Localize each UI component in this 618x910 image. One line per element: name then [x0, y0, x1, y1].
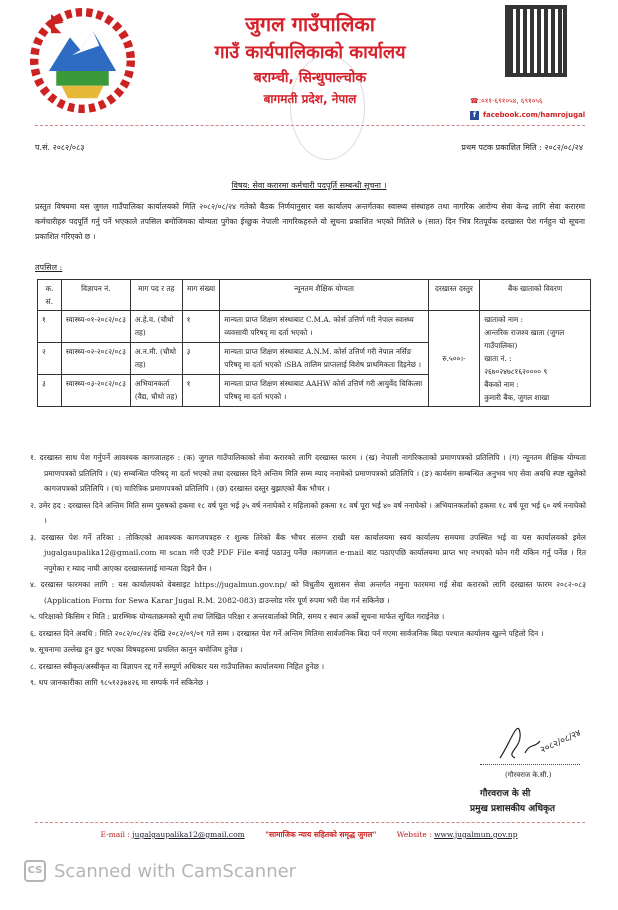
col-header-bank: बैंक खाताको विवरण	[480, 280, 591, 311]
stamp-name: गौरवराज के सी	[480, 789, 531, 799]
header-divider	[35, 125, 585, 126]
slogan: "सामाजिक न्याय सहितको समृद्ध जुगल"	[265, 830, 377, 839]
facebook-url[interactable]: facebook.com/hamrojugal	[483, 111, 586, 119]
camscanner-watermark	[24, 860, 296, 882]
cell-count: ३	[182, 343, 220, 375]
camscanner-text: Scanned with CamScanner	[54, 860, 297, 882]
notice-subject: विषय: सेवा करारमा कर्मचारी पदपूर्ति सम्बन्धी सूचना ।	[231, 181, 387, 190]
office-name: गाउँ कार्यपालिकाको कार्यालय	[214, 42, 406, 63]
office-province: बागमती प्रदेश, नेपाल	[263, 92, 357, 106]
note-item: २. उमेर हद : दरखास्त दिने अन्तिम मिति सम्म पुरुषको हकमा १८ वर्ष पूरा भई ३५ वर्ष ननाघेको र महिलाको हकमा १८ वर्ष पूरा भई ४० वर्ष ननाघेको । अभियानकर्ताको हकमा १८ वर्ष पूरा भई ६० वर्ष ननाघेको ।	[30, 500, 586, 525]
cell-sn: ३	[38, 375, 62, 407]
cell-fee: रु.५००।-	[428, 311, 479, 407]
bank-acc-no-label: खाता नं. :	[484, 354, 512, 363]
col-header-sn: क. सं.	[38, 280, 62, 311]
phone-number: ☎:०११-६९१०५४, ६९१०५६	[470, 97, 543, 105]
note-item: ८. दरखास्त स्वीकृत/अस्वीकृत वा विज्ञापन रद्द गर्ने सम्पूर्ण अधिकार यस गाउँपालिका कार्यालयमा निहित हुनेछ ।	[30, 661, 325, 671]
municipality-name: जुगल गाउँपालिका	[245, 12, 375, 36]
note-item: ५. परिक्षाको किसिम र मिति : प्रारम्भिक योग्यताक्रमको सूची तथा लिखित परिक्षा र अन्तरवार्ताको मिति, समय र स्थान अर्को सूचना मार्फत सूचित गराईनेछ ।	[30, 612, 445, 621]
cell-post: अभियानकर्ता (वैद्य, चौथो तह)	[130, 375, 182, 407]
intro-paragraph: प्रस्तुत विषयमा यस जुगल गाउँपालिका कार्यालयको मिति २०८२/०८/२४ गतेको बैठक निर्णयानुसार यस कार्यालय अन्तर्गतका स्वास्थ्य संस्थाहरु तथा नागरिक आरोग्य सेवा केन्द्र लागि सेवा करारमा कर्मचारीहरु पदपूर्ति गर्नु पर्ने भएकाले तपसिल बमोजिमका योग्यता पुगेका ईच्छुक नेपाली नागरिकहरुले यो सूचना प्रकाशित भएको मितिले ७ (सात) दिन भित्र रितपूर्वक दरखास्त पेश गर्नहुन यो सूचना प्रकाशित गरिएको छ ।	[35, 202, 585, 241]
cell-count: १	[182, 311, 220, 343]
handwritten-signature	[490, 713, 585, 763]
details-heading: तपसिल :	[35, 263, 63, 272]
cell-qualification: मान्यता प्राप्त शिक्षण संस्थाबाट AAHW कोर्स उत्तिर्ण गरी आयुर्वेद चिकित्सा परिषद् मा दर्ता भएको ।	[220, 375, 428, 407]
cell-sn: १	[38, 311, 62, 343]
facebook-link[interactable]	[470, 111, 585, 120]
cell-qualification: मान्यता प्राप्त शिक्षण संस्थाबाट A.N.M. कोर्स उत्तिर्ण गरी नेपाल नर्सिङ परिषद् मा दर्ता भएको ।SBA तालिम प्राप्तलाई विशेष प्राथमिकता दिइनेछ ।	[220, 343, 428, 375]
col-header-post: माग पद र तह	[130, 280, 182, 311]
reference-number: प.सं. २०८२/०८३	[35, 143, 85, 152]
camscanner-icon: CS	[24, 860, 46, 882]
note-item: ६. दरखास्त दिने अवधि : मिति २०८२/०८/२४ देखि २०८२/०९/०१ गते सम्म । दरखास्त पेश गर्ने अन्तिम मितिमा सार्वजनिक बिदा पर्न गएमा सार्वजनिक बिदा पश्चात कार्यालय खुल्ने पहिलो दिन ।	[30, 628, 544, 638]
note-item: ७. सूचनामा उल्लेख हुन छुट भएका विषयहरुमा प्रचलित कानुन बमोजिम हुनेछ ।	[30, 645, 243, 654]
footer	[0, 830, 618, 840]
col-header-fee: दरखास्त दस्तुर	[428, 280, 479, 311]
bank-name: कुमारी बैंक, जुगल शाखा	[484, 393, 550, 402]
cell-ad-no: स्वास्थ्य-०२-२०८२/०८३	[61, 343, 130, 375]
table-row	[38, 311, 591, 343]
office-location: बराम्ची, सिन्धुपाल्चोक	[253, 70, 367, 86]
note-item: ३. दरखास्त पेश गर्ने तरिका : तोकिएको आवश्यक कागजपत्रहरु र शुल्क तिरेको बैंक भौचर संलग्न राखी यस कार्यालयमा स्वयं कार्यालय समयमा उपस्थित भई वा यस कार्यालयको इमेल jugalgaupalika12@gmail.com मा scan गरी एउटै PDF File बनाई पठाउनु पर्नेछ ।कागजात e-mail बाट पठाएपछि कार्यालयमा प्राप्त भए नभएको फोन गरी यकिन गर्नु पर्नेछ । रित नपुगेका र म्याद नाघी आएका दरखास्तलाई मान्यता दिइने छैन ।	[30, 532, 586, 573]
signature-date: २०८२/०८/२४	[539, 728, 583, 756]
cell-ad-no: स्वास्थ्य-०३-२०८२/०८३	[61, 375, 130, 407]
cell-bank-details	[480, 311, 591, 407]
note-item: ४. दरखास्त फारमका लागि : यस कार्यालयको वेबसाइट https://jugalmun.gov.np/ को विधुतीय सुशासन सेवा अन्तर्गत नमुना फारममा गई सेवा करारको लागि दरखास्त फारम २०८२-०८३ (Application Form for Sewa Karar Jugal R.M. 2082-083) डाउन्लोड गरेर पूर्ण रुपमा भरी पेश गर्न सकिनेछ ।	[30, 580, 586, 605]
cell-count: १	[182, 375, 220, 407]
bank-acc-name: आन्तरिक राजश्व खाता (जुगल गाउँपालिका)	[484, 328, 565, 350]
bank-acc-name-label: खाताको नाम :	[484, 315, 523, 324]
col-header-qualification: न्यूनतम शैक्षिक योग्यता	[220, 280, 428, 311]
signature-line	[480, 764, 580, 765]
cell-post: अ.न.मी. (चौथो तह)	[130, 343, 182, 375]
col-header-ad-no: विज्ञापन नं.	[61, 280, 130, 311]
col-header-count: माग संख्या	[182, 280, 220, 311]
vacancy-table	[37, 279, 591, 407]
cell-qualification: मान्यता प्राप्त शिक्षण संस्थाबाट C.M.A. कोर्स उत्तिर्ण गरी नेपाल स्वास्थ्य व्यवसायी परिषद् मा दर्ता भएको ।	[220, 311, 428, 343]
facebook-icon: f	[470, 111, 479, 120]
email-label: E-mail :	[100, 830, 133, 839]
cell-post: अ.हे.व. (चौथो तह)	[130, 311, 182, 343]
website-link[interactable]: www.jugalmun.gov.np	[434, 830, 518, 839]
note-item: १. दरखास्त साथ पेश गर्नुपर्ने आवश्यक कागजातहरु : (क) जुगल गाउँपालिकाको सेवा करारको लागि दरखास्त फारम । (ख) नेपाली नागरिकताको प्रमाणपत्रको प्रतिलिपि । (ग) न्यूनतम शैक्षिक योग्यता प्रमाणपत्रको प्रतिलिपि । (घ) सम्बन्धित परिषद् मा दर्ता भएको तथा दरखास्त दिने अन्तिम मिति सम्म म्याद ननाघेको प्रमाणपत्रको प्रतिलिपि । (ङ) कार्यसंग सम्बन्धित अनुभव भए सेवा अवधि स्पष्ट खुलेको कागजपत्रको प्रतिलिपि । (च) चारित्रिक प्रमाणपत्रको प्रतिलिपि । (छ) दरखास्त दस्तुर बुझाएको बैंक भौचर ।	[30, 453, 586, 493]
cell-ad-no: स्वास्थ्य-०१-२०८२/०८३	[61, 311, 130, 343]
notes-list	[30, 450, 586, 692]
publication-date: प्रथम पटक प्रकाशित मिति : २०८२/०८/२४	[461, 143, 583, 152]
cell-sn: २	[38, 343, 62, 375]
signatory-title: प्रमुख प्रशासकीय अधिकृत	[470, 804, 556, 814]
qr-code	[505, 5, 567, 77]
email-link[interactable]: jugalgaupalika12@gmail.com	[132, 830, 245, 839]
bank-name-label: बैंकको नाम :	[484, 380, 519, 389]
website-label: Website :	[396, 830, 435, 839]
table-header-row	[38, 280, 591, 311]
signatory-name: (गौरवराज के.सी.)	[505, 771, 552, 779]
footer-divider	[35, 822, 585, 823]
note-item: ९. थप जानकारीका लागि ९८५१२३७४२६ मा सम्पर्क गर्न सकिनेछ ।	[30, 678, 209, 687]
nepal-emblem-logo	[30, 8, 135, 113]
bank-acc-no: २६७०२४७८१६२०००० ९	[484, 367, 548, 376]
